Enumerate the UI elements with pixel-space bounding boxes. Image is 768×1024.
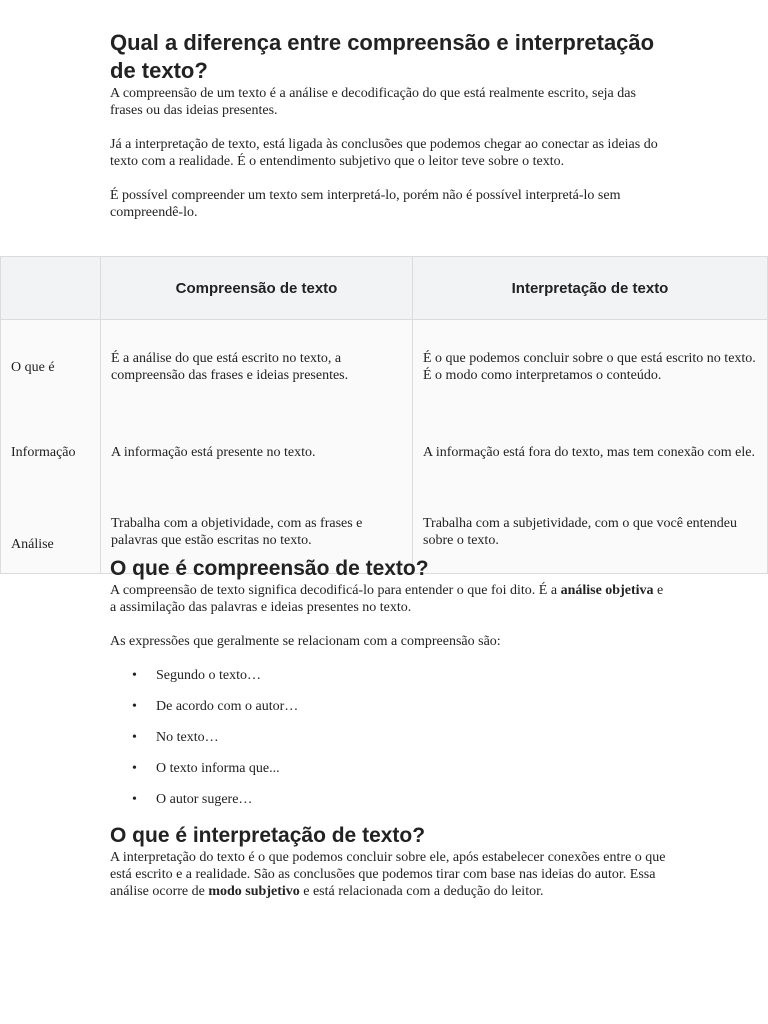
table-cell-comprehension: A informação está presente no texto. bbox=[101, 414, 413, 491]
list-item: • No texto… bbox=[156, 729, 670, 760]
row-label: Análise bbox=[1, 491, 101, 574]
interpretation-text-start: A interpretação do texto é o que podemos concluir sobre ele, após estabelecer conexões entre o que está escrito e a realidade. São as conclusões que podemos tirar com base nas ideias do autor. Essa análise ocorre de bbox=[110, 850, 666, 899]
interpretation-text-end: e está relacionada com a dedução do leitor. bbox=[299, 884, 544, 899]
intro-paragraph-3: É possível compreender um texto sem interpretá-lo, porém não é possível interpretá-lo sem compreendê-lo. bbox=[110, 188, 621, 220]
table-header-empty bbox=[1, 257, 101, 320]
table-cell-comprehension: Trabalha com a objetividade, com as frases e palavras que estão escritas no texto. bbox=[101, 491, 413, 574]
table-row bbox=[1, 414, 768, 491]
comprehension-section bbox=[110, 556, 670, 822]
expressions-list bbox=[110, 667, 670, 822]
comprehension-text-end: e a assimilação das palavras e ideias presentes no texto. bbox=[110, 583, 664, 615]
table-cell-interpretation: A informação está fora do texto, mas tem conexão com ele. bbox=[413, 414, 768, 491]
interpretation-heading: O que é interpretação de texto? bbox=[110, 824, 426, 847]
table-header-interpretation: Interpretação de texto bbox=[413, 257, 768, 320]
intro-paragraph-2: Já a interpretação de texto, está ligada às conclusões que podemos chegar ao conectar as ideias do texto com a realidade. É o entendimento subjetivo que o leitor teve sobre o texto. bbox=[110, 137, 658, 169]
row-label: Informação bbox=[1, 414, 101, 491]
list-item: • O autor sugere… bbox=[156, 791, 670, 822]
intro-paragraph-1: A compreensão de um texto é a análise e decodificação do que está realmente escrito, seja das frases ou das ideias presentes. bbox=[110, 86, 636, 118]
interpretation-section bbox=[110, 823, 670, 900]
expressions-intro: As expressões que geralmente se relacionam com a compreensão são: bbox=[110, 634, 501, 649]
comparison-table bbox=[0, 256, 768, 574]
comprehension-heading: O que é compreensão de texto? bbox=[110, 557, 429, 580]
interpretation-text-bold: modo subjetivo bbox=[208, 884, 300, 899]
interpretation-paragraph bbox=[110, 849, 670, 900]
table-row bbox=[1, 320, 768, 415]
row-label: O que é bbox=[1, 320, 101, 415]
table-header-comprehension: Compreensão de texto bbox=[101, 257, 413, 320]
list-item: • Segundo o texto… bbox=[156, 667, 670, 698]
comprehension-text-start: A compreensão de texto significa decodificá-lo para entender o que foi dito. É a bbox=[110, 583, 561, 598]
table-cell-interpretation: Trabalha com a subjetividade, com o que você entendeu sobre o texto. bbox=[413, 491, 768, 574]
comprehension-paragraph bbox=[110, 582, 670, 616]
list-item: • De acordo com o autor… bbox=[156, 698, 670, 729]
table-cell-comprehension: É a análise do que está escrito no texto, a compreensão das frases e ideias presentes. bbox=[101, 320, 413, 415]
table-cell-interpretation: É o que podemos concluir sobre o que está escrito no texto. É o modo como interpretamos o conteúdo. bbox=[413, 320, 768, 415]
intro-section bbox=[110, 29, 670, 221]
page-title: Qual a diferença entre compreensão e interpretação de texto? bbox=[110, 30, 655, 83]
table-header-row bbox=[1, 257, 768, 320]
comprehension-text-bold: análise objetiva bbox=[560, 583, 654, 598]
list-item: • O texto informa que... bbox=[156, 760, 670, 791]
